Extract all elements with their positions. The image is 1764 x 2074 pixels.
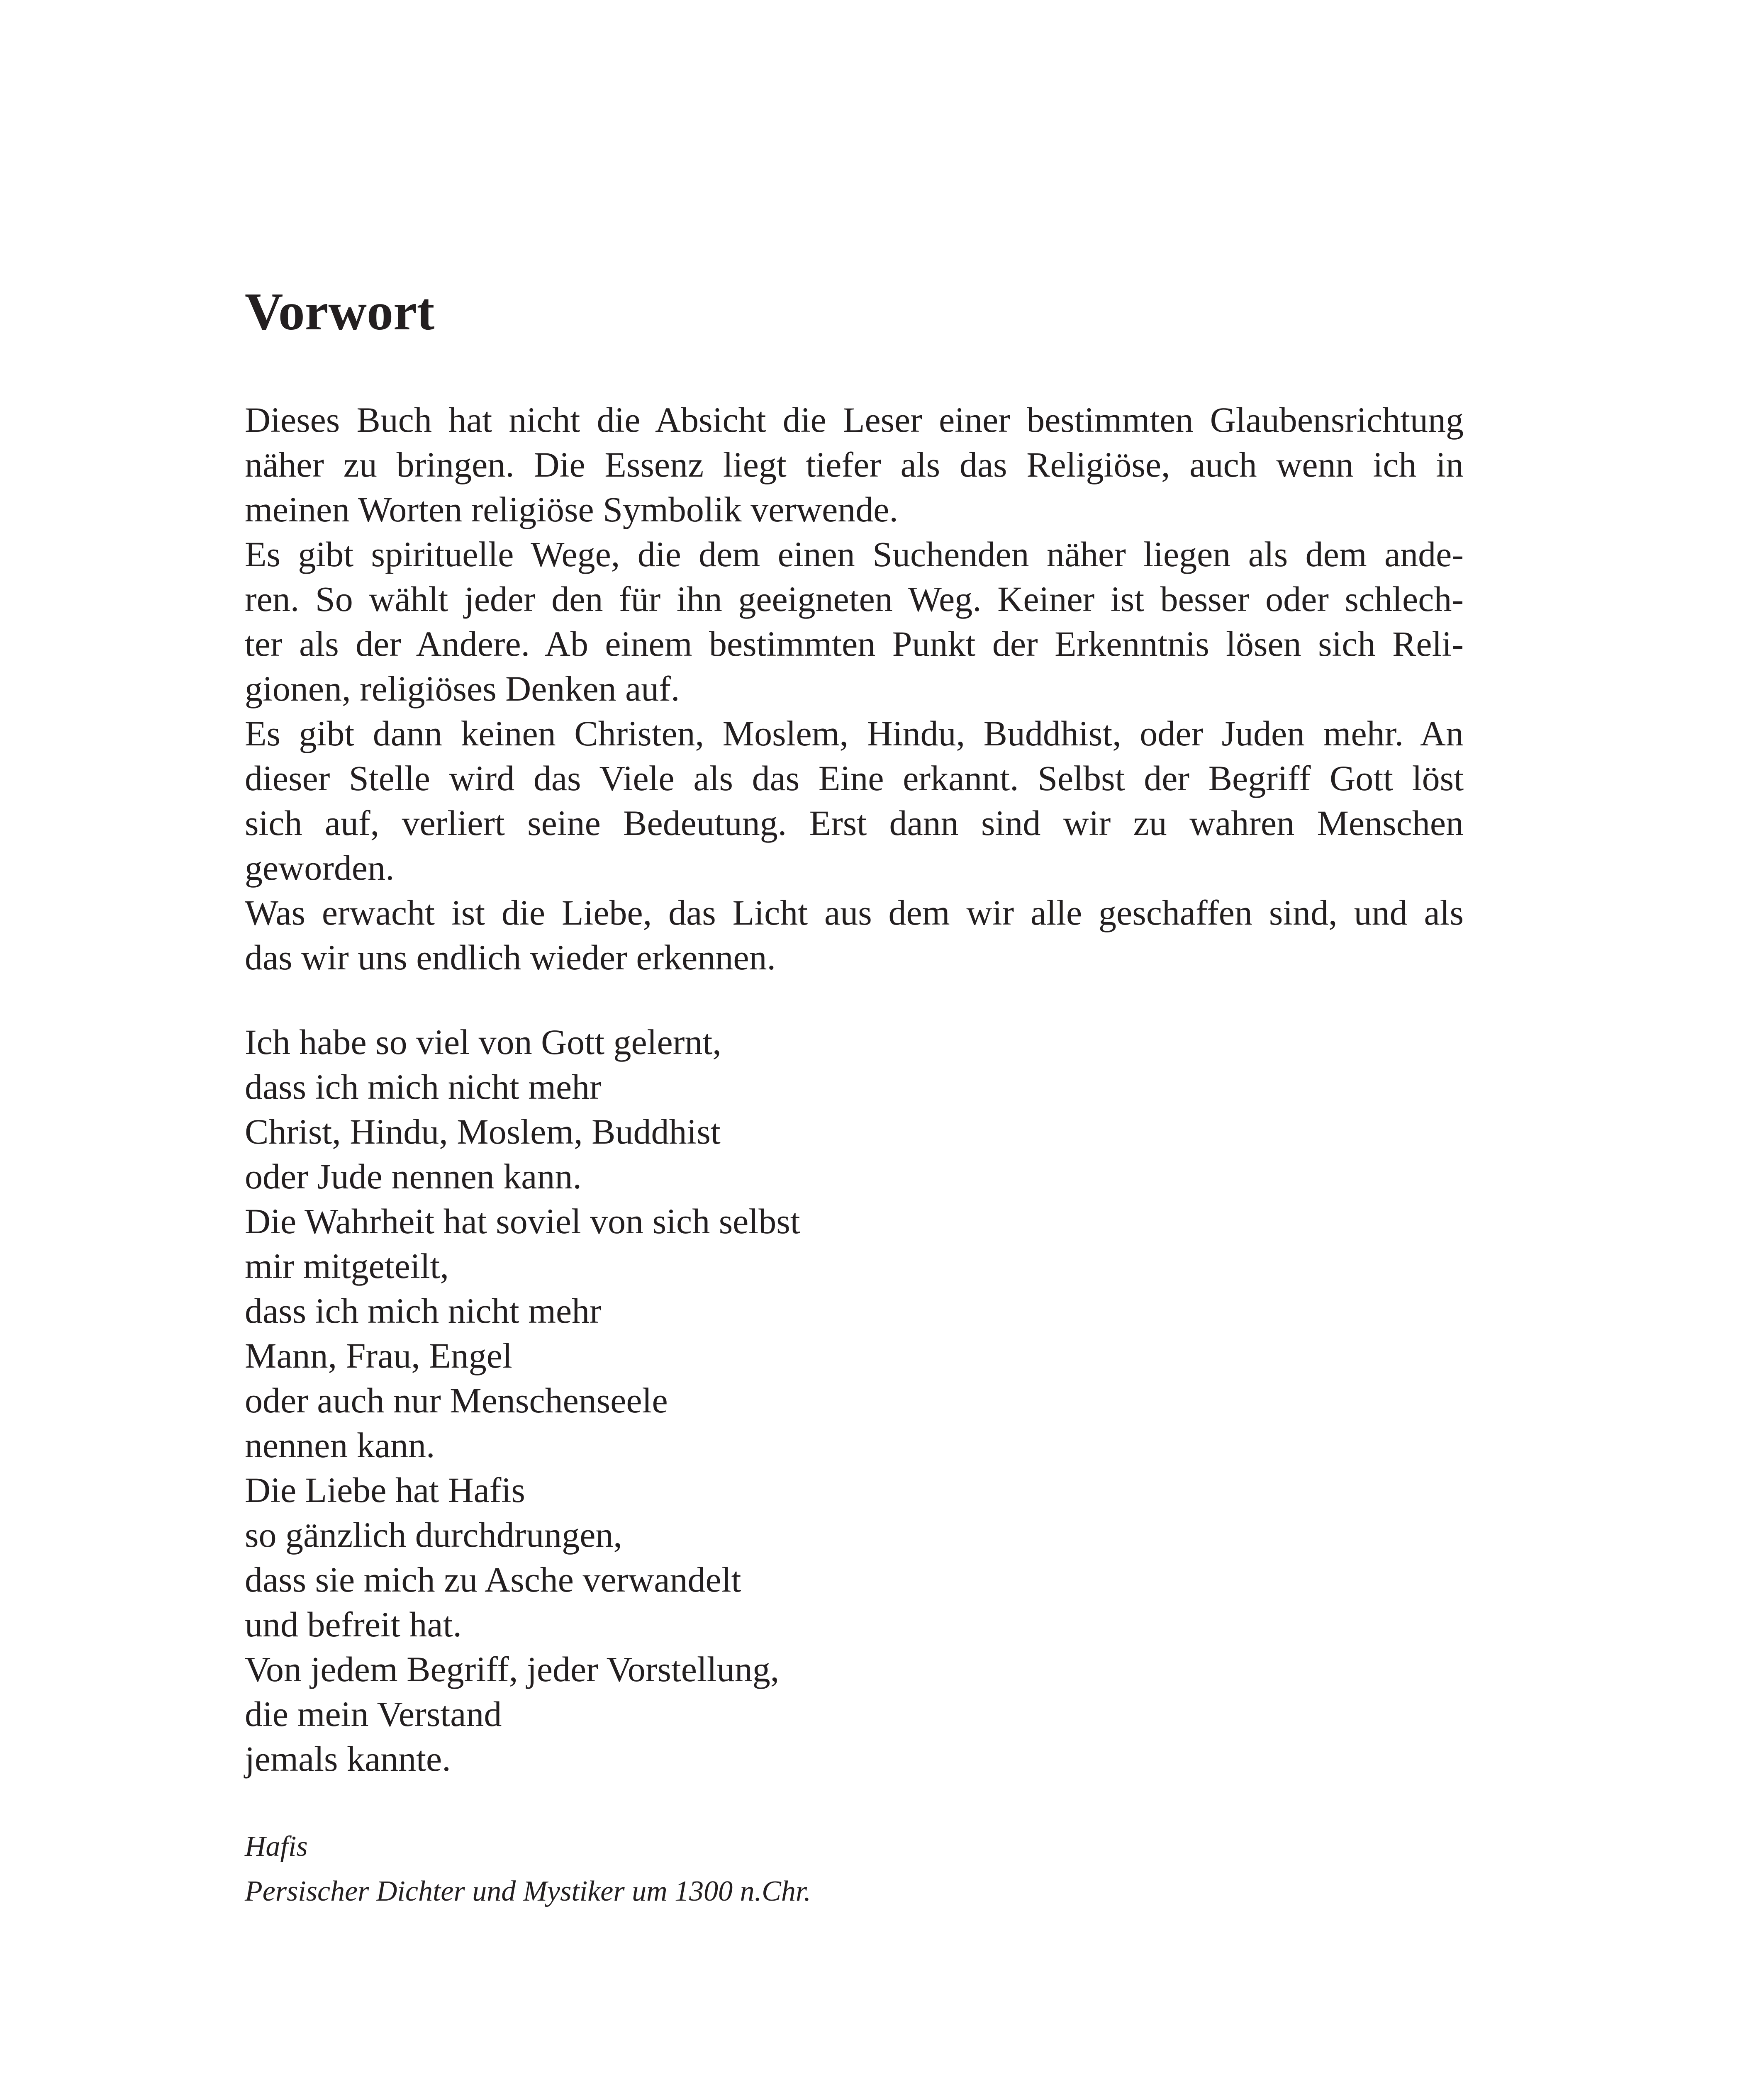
poem-line: Christ, Hindu, Moslem, Buddhist	[245, 1112, 721, 1151]
text-line: geworden.	[245, 848, 395, 888]
poem-attribution	[245, 1824, 811, 1914]
text-line: näher zu bringen. Die Essenz liegt tiefer als das Religiöse, auch wenn ich in	[245, 445, 1464, 484]
poem-line: jemals kannte.	[245, 1739, 451, 1779]
poem-line: nennen kann.	[245, 1425, 435, 1465]
text-line: das wir uns endlich wieder erkennen.	[245, 937, 776, 977]
text-line: gionen, religiöses Denken auf.	[245, 669, 680, 708]
poem	[245, 1020, 800, 1781]
poem-line: oder auch nur Menschenseele	[245, 1380, 668, 1420]
poem-line: die mein Verstand	[245, 1694, 502, 1734]
poem-line: so gänzlich durchdrungen,	[245, 1515, 622, 1555]
attribution-author: Hafis	[245, 1831, 308, 1862]
poem-line: Ich habe so viel von Gott gelernt,	[245, 1022, 721, 1062]
intro-paragraph	[245, 397, 1464, 980]
text-line: ren. So wählt jeder den für ihn geeigneten Weg. Keiner ist besser oder schlech-	[245, 579, 1464, 619]
text-line: dieser Stelle wird das Viele als das Eine erkannt. Selbst der Begriff Gott löst	[245, 758, 1464, 798]
poem-line: Die Liebe hat Hafis	[245, 1470, 525, 1510]
text-line: Es gibt spirituelle Wege, die dem einen Suchenden näher liegen als dem ande-	[245, 534, 1464, 574]
page-title: Vorwort	[245, 282, 435, 341]
poem-line: dass ich mich nicht mehr	[245, 1067, 602, 1107]
poem-line: mir mitgeteilt,	[245, 1246, 449, 1286]
text-line: Was erwacht ist die Liebe, das Licht aus dem wir alle geschaffen sind, und als	[245, 893, 1464, 932]
attribution-description: Persischer Dichter und Mystiker um 1300 n.Chr.	[245, 1875, 811, 1907]
poem-line: Mann, Frau, Engel	[245, 1336, 512, 1375]
text-line: Dieses Buch hat nicht die Absicht die Leser einer bestimmten Glaubensrichtung	[245, 400, 1464, 440]
poem-line: Von jedem Begriff, jeder Vorstellung,	[245, 1649, 780, 1689]
text-line: ter als der Andere. Ab einem bestimmten Punkt der Erkenntnis lösen sich Reli-	[245, 624, 1464, 664]
text-line: meinen Worten religiöse Symbolik verwende.	[245, 489, 898, 529]
poem-line: und befreit hat.	[245, 1604, 462, 1644]
text-line: Es gibt dann keinen Christen, Moslem, Hindu, Buddhist, oder Juden mehr. An	[245, 713, 1464, 753]
poem-line: oder Jude nennen kann.	[245, 1156, 582, 1196]
poem-line: dass ich mich nicht mehr	[245, 1291, 602, 1331]
poem-line: Die Wahrheit hat soviel von sich selbst	[245, 1201, 800, 1241]
text-line: sich auf, verliert seine Bedeutung. Erst dann sind wir zu wahren Menschen	[245, 803, 1464, 843]
poem-line: dass sie mich zu Asche verwandelt	[245, 1560, 741, 1599]
